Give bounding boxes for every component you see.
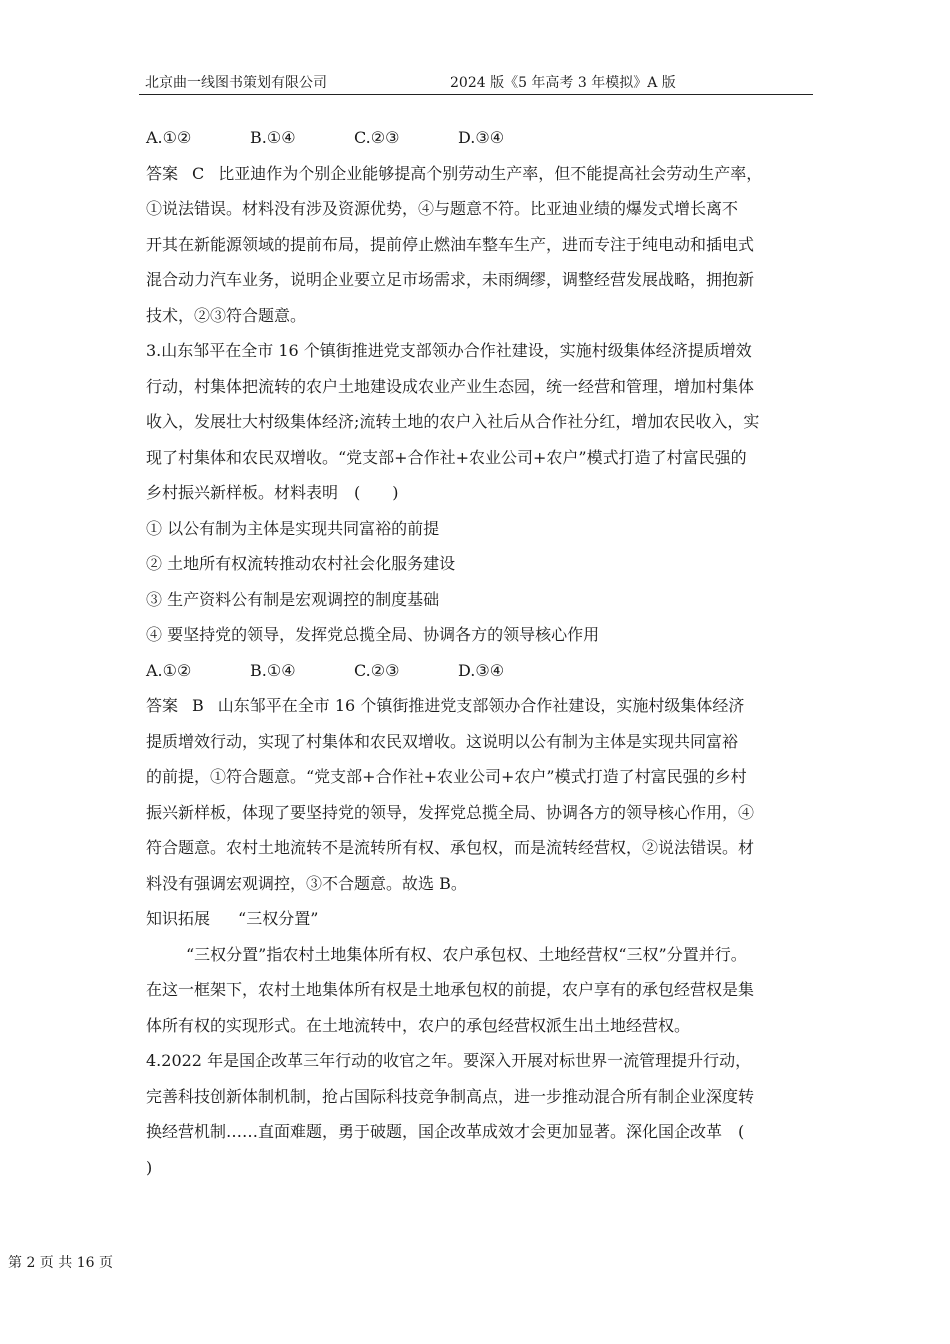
book-title: 2024 版《5 年高考 3 年模拟》A 版 [450, 75, 676, 91]
answer-letter: C [192, 163, 205, 183]
q3-statement: ① 以公有制为主体是实现共同富裕的前提 [146, 518, 440, 538]
q3-stem-line: 行动，村集体把流转的农户土地建设成农业产业生态园，统一经营和管理，增加村集体 [146, 376, 755, 396]
explanation-text: 山东邹平在全市 16 个镇街推进党支部领办合作社建设，实施村级集体经济 [217, 696, 745, 715]
page-header [139, 70, 813, 95]
knowledge-heading [146, 901, 810, 937]
q3-option-c: C.②③ [354, 660, 400, 680]
q3-explanation-line: 料没有强调宏观调控，③不合题意。故选 B。 [146, 873, 467, 893]
q2-explanation-line: 混合动力汽车业务，说明企业要立足市场需求，未雨绸缪，调整经营发展战略，拥抱新 [146, 270, 755, 289]
q2-option-a: A.①② [146, 128, 192, 147]
q3-answer-line [146, 688, 810, 724]
q3-explanation-line: 的前提，①符合题意。“党支部+合作社+农业公司+农户”模式打造了村富民强的乡村 [146, 767, 747, 786]
q3-stem-line: 收入，发展壮大村级集体经济;流转土地的农户入社后从合作社分红，增加农民收入，实 [146, 412, 760, 431]
knowledge-label: 知识拓展 [146, 909, 211, 928]
answer-letter: B [192, 696, 204, 715]
q2-option-d: D.③④ [458, 128, 505, 147]
knowledge-line: “三权分置”指农村土地集体所有权、农户承包权、土地经营权“三权”分置并行。 [186, 944, 747, 964]
q3-explanation-line: 符合题意。农村土地流转不是流转所有权、承包权，而是流转经营权，②说法错误。材 [146, 838, 755, 857]
q2-option-c: C.②③ [354, 128, 400, 147]
q3-explanation-line: 振兴新样板，体现了要坚持党的领导，发挥党总揽全局、协调各方的领导核心作用，④ [146, 802, 755, 822]
q3-statement: ② 土地所有权流转推动农村社会化服务建设 [146, 554, 456, 573]
q3-option-a: A.①② [146, 660, 192, 680]
document-body [146, 120, 810, 1185]
q3-stem-line: 乡村振兴新样板。材料表明 ( ) [146, 483, 399, 502]
explanation-text: 比亚迪作为个别企业能够提高个别劳动生产率，但不能提高社会劳动生产率， [218, 163, 763, 183]
page-number: 第 2 页 共 16 页 [8, 1255, 113, 1271]
answer-label: 答案 [146, 696, 179, 715]
q2-explanation-line: 开其在新能源领域的提前布局，提前停止燃油车整车生产，进而专注于纯电动和插电式 [146, 234, 755, 254]
q3-explanation-line: 提质增效行动，实现了村集体和农民双增收。这说明以公有制为主体是实现共同富裕 [146, 731, 739, 751]
q4-stem-line: 换经营机制……直面难题，勇于破题，国企改革成效才会更加显著。深化国企改革 ( [146, 1122, 745, 1141]
q3-stem-line: 现了村集体和农民双增收。“党支部+合作社+农业公司+农户”模式打造了村富民强的 [146, 447, 747, 467]
q3-statement: ④ 要坚持党的领导，发挥党总揽全局、协调各方的领导核心作用 [146, 625, 600, 644]
q3-stem-line: 3.山东邹平在全市 16 个镇街推进党支部领办合作社建设，实施村级集体经济提质增效 [146, 341, 752, 360]
q2-options [146, 120, 810, 156]
q2-explanation-line: 技术，②③符合题意。 [146, 305, 307, 325]
knowledge-line: 体所有权的实现形式。在土地流转中，农户的承包经营权派生出土地经营权。 [146, 1015, 691, 1035]
knowledge-title: “三权分置” [238, 909, 319, 928]
publisher-name: 北京曲一线图书策划有限公司 [145, 75, 327, 91]
q4-stem-line: 4.2022 年是国企改革三年行动的收官之年。要深入开展对标世界一流管理提升行动， [146, 1051, 752, 1070]
q4-stem-line: 完善科技创新体制机制，抢占国际科技竞争制高点，进一步推动混合所有制企业深度转 [146, 1086, 755, 1106]
q3-statement: ③ 生产资料公有制是宏观调控的制度基础 [146, 589, 440, 609]
q2-option-b: B.①④ [250, 128, 296, 147]
answer-label: 答案 [146, 163, 179, 183]
q3-option-d: D.③④ [458, 660, 505, 680]
q4-stem-line: ) [146, 1157, 153, 1177]
q3-options [146, 653, 810, 689]
q2-answer-line [146, 156, 810, 192]
knowledge-line: 在这一框架下，农村土地集体所有权是土地承包权的前提，农户享有的承包经营权是集 [146, 980, 755, 999]
q2-explanation-line: ①说法错误。材料没有涉及资源优势，④与题意不符。比亚迪业绩的爆发式增长离不 [146, 199, 739, 218]
q3-option-b: B.①④ [250, 660, 296, 680]
